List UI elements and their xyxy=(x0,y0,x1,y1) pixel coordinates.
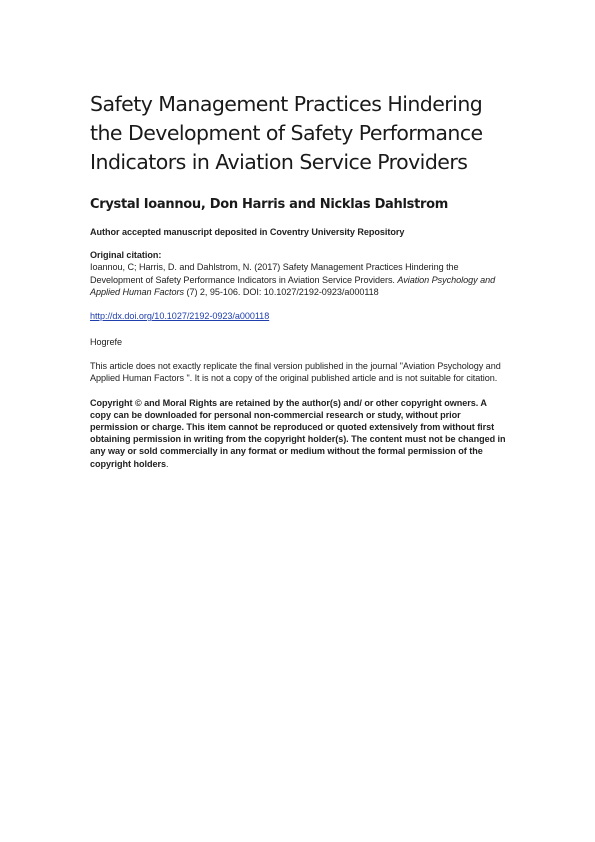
copyright-bold-text: Copyright © and Moral Rights are retained by the author(s) and/ or other copyright owners. A copy can be downloaded for personal non-commercial research or study, without prior permission or charge. This item cannot be reproduced or quoted extensively from without first obtaining permission in writing from the copyright holder(s). The content must not be changed in any way or sold commercially in any format or medium without the formal permission of the copyright holders xyxy=(90,397,506,469)
publisher-name: Hogrefe xyxy=(90,337,123,348)
copyright-notice xyxy=(90,397,510,470)
citation-text-start: Ioannou, C; Harris, D. and Dahlstrom, N. (2017) Safety Management Practices Hindering the Development of Safety Performance Indicators in Aviation Service Providers. xyxy=(90,262,459,285)
paper-title: Safety Management Practices Hindering the Development of Safety Performance Indicators in Aviation Service Providers xyxy=(90,92,483,174)
citation-text-end: (7) 2, 95-106. DOI: 10.1027/2192-0923/a000118 xyxy=(183,286,379,297)
manuscript-note: Author accepted manuscript deposited in Coventry University Repository xyxy=(90,227,405,237)
citation-journal: Aviation Psychology and Applied Human Factors xyxy=(90,274,496,297)
copyright-trailing: . xyxy=(165,458,169,469)
citation-text xyxy=(90,261,510,298)
cover-content xyxy=(90,90,510,470)
author-list: Crystal Ioannou, Don Harris and Nicklas Dahlstrom xyxy=(90,197,448,212)
doi-link[interactable]: http://dx.doi.org/10.1027/2192-0923/a000118 xyxy=(90,311,270,322)
citation-label: Original citation: xyxy=(90,250,162,261)
disclaimer-text: This article does not exactly replicate the final version published in the journal "Aviation Psychology and Applied Human Factors ". It is not a copy of the original published article and is not suitable for citation. xyxy=(90,361,501,384)
